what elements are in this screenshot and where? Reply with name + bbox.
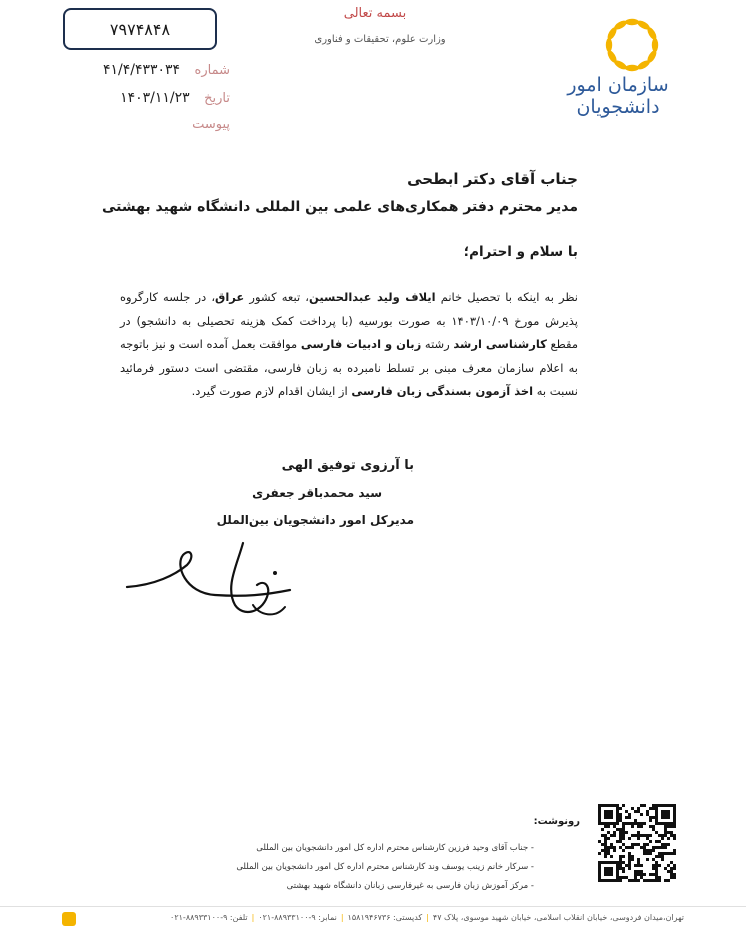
footer-postal: کدپستی: ۱۵۸۱۹۴۶۷۳۶ xyxy=(347,913,423,922)
copy-recipient: - جناب آقای وحید فرزین کارشناس محترم اداره کل امور دانشجویان بین المللی xyxy=(256,843,534,853)
ministry-name: وزارت علوم، تحقیقات و فناوری xyxy=(314,34,446,45)
addressee-title: مدیر محترم دفتر همکاری‌های علمی بین المللی دانشگاه شهید بهشتی xyxy=(102,199,578,215)
footer-address: تهران،میدان فردوسی، خیابان انقلاب اسلامی، خیابان شهید موسوی، پلاک ۴۷ xyxy=(432,913,684,922)
organization-name: سازمان امور دانشجویان xyxy=(567,74,669,118)
footer-logo-icon xyxy=(62,912,76,926)
closing-phrase: با آرزوی توفیق الهی xyxy=(281,458,414,473)
letter-number-row xyxy=(70,62,230,78)
letter-date-row xyxy=(70,90,230,106)
letter-body-paragraph: نظر به اینکه با تحصیل خانم ایلاف ولید عبدالحسین، تبعه کشور عراق، در جلسه کارگروه پذیرش مورخ ۱۴۰۳/۱۰/۰۹ به صورت بورسیه (با پرداخت کمک هزینه تحصیلی به دانشجو) در مقطع کارشناسی ارشد رشته زبان و ادبیات فارسی موافقت بعمل آمده است و نیز باتوجه به اعلام سازمان معرف مبنی بر تسلط نامبرده به زبان فارسی، مقتضی است دستور فرمائید نسبت به اخذ آزمون بسندگی زبان فارسی از ایشان اقدام لازم صورت گیرد. xyxy=(120,290,579,398)
letter-date-value: ۱۴۰۳/۱۱/۲۳ xyxy=(120,90,190,106)
greeting: با سلام و احترام؛ xyxy=(463,244,578,260)
signer-title: مدیرکل امور دانشجویان بین‌الملل xyxy=(216,513,414,527)
letter-date-label: تاریخ xyxy=(204,91,230,106)
field-of-study: زبان و ادبیات فارسی xyxy=(300,337,422,351)
footer-divider xyxy=(0,906,746,907)
copy-recipient: - مرکز آموزش زبان فارسی به غیرفارسی زبانان دانشگاه شهید بهشتی xyxy=(286,881,534,891)
signer-name: سید محمدباقر جعفری xyxy=(252,486,382,500)
addressee-name: جناب آقای دکتر ابطحی xyxy=(407,170,578,188)
qr-code-icon xyxy=(598,804,676,882)
handwritten-signature xyxy=(125,535,305,625)
footer-contact: تهران،میدان فردوسی، خیابان انقلاب اسلامی، خیابان شهید موسوی، پلاک ۴۷|کدپستی: ۱۵۸۱۹۴۶۷۳۶|نمابر: ۹-۸۸۹۳۳۱۰۰-۰۲۱|تلفن: ۹-۸۸۹۳۳۱۰۰-۰۲۱ xyxy=(170,913,684,922)
attachment-label: پیوست xyxy=(192,117,230,132)
attachment-row xyxy=(70,116,230,132)
letter-number-value: ۴۱/۴/۴۳۳۰۳۴ xyxy=(102,62,181,78)
footer-fax: نمابر: ۹-۸۸۹۳۳۱۰۰-۰۲۱ xyxy=(258,913,337,922)
document-number-box: ۷۹۷۴۸۴۸ xyxy=(63,8,217,50)
student-name: ایلاف ولید عبدالحسین xyxy=(308,290,436,304)
copy-recipient: - سرکار خانم زینب یوسف وند کارشناس محترم اداره کل امور دانشجویان بین المللی xyxy=(236,862,534,872)
exam-name: اخذ آزمون بسندگی زبان فارسی xyxy=(351,384,534,398)
letter-number-label: شماره xyxy=(194,63,230,78)
student-country: عراق xyxy=(215,290,245,304)
degree-level: کارشناسی ارشد xyxy=(453,337,547,351)
copies-title: رونوشت: xyxy=(533,816,580,827)
bismillah-heading: بسمه تعالی xyxy=(343,6,407,21)
footer-phone: تلفن: ۹-۸۸۹۳۳۱۰۰-۰۲۱ xyxy=(170,913,248,922)
